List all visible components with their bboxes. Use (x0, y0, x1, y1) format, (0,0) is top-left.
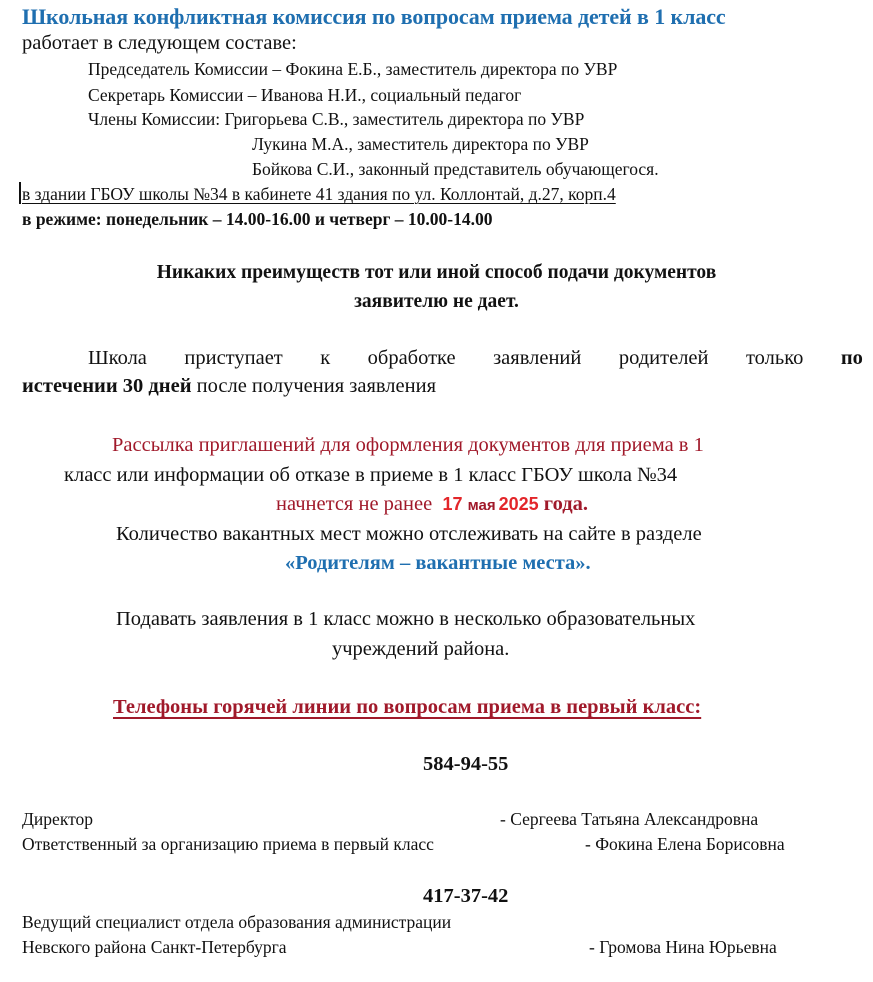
processing-word: Школа (88, 347, 147, 369)
commission-subtitle: работает в следующем составе: (22, 32, 297, 54)
contact-role-director: Директор (22, 809, 94, 829)
processing-word: только (745, 347, 804, 369)
mailing-start-prefix: начнется не ранее (276, 493, 438, 515)
processing-bold-end: по (840, 347, 863, 369)
contact-name-admission: - Фокина Елена Борисовна (585, 834, 785, 854)
mailing-date-month: мая (467, 497, 496, 514)
processing-word: заявлений (493, 347, 582, 369)
contact-role-specialist-line2: Невского района Санкт-Петербурга (22, 937, 287, 957)
contact-name-specialist: - Громова Нина Юрьевна (589, 937, 777, 957)
commission-member-1: Члены Комиссии: Григорьева С.В., заместитель директора по УВР (88, 109, 585, 129)
mailing-line1: Рассылка приглашений для оформления документов для приема в 1 (112, 434, 704, 456)
processing-word: родителей (618, 347, 709, 369)
hotline-heading: Телефоны горячей линии по вопросам приема в первый класс: (113, 696, 702, 718)
multiple-line2: учреждений района. (332, 638, 510, 660)
hotline-phone-1: 584-94-55 (423, 753, 509, 775)
commission-member-3: Бойкова С.И., законный представитель обучающегося. (252, 159, 659, 179)
processing-word: обработке (367, 347, 456, 369)
commission-schedule: в режиме: понедельник – 14.00-16.00 и четверг – 10.00-14.00 (22, 209, 493, 229)
contact-role-specialist-line1: Ведущий специалист отдела образования администрации (22, 912, 452, 932)
commission-member-chair: Председатель Комиссии – Фокина Е.Б., заместитель директора по УВР (88, 59, 618, 79)
vacancy-line: Количество вакантных мест можно отслеживать на сайте в разделе (116, 523, 702, 545)
text-cursor (19, 182, 21, 204)
hotline-phone-2: 417-37-42 (423, 885, 509, 907)
vacancy-link[interactable]: «Родителям – вакантные места». (285, 552, 591, 574)
processing-word: приступает (184, 347, 283, 369)
mailing-date-suffix: года. (543, 493, 588, 515)
mailing-line3 (276, 494, 588, 515)
mailing-date-day: 17 (442, 494, 463, 514)
commission-member-secretary: Секретарь Комиссии – Иванова Н.И., социальный педагог (88, 85, 522, 105)
contact-role-admission: Ответственный за организацию приема в первый класс (22, 834, 434, 854)
commission-location: в здании ГБОУ школы №34 в кабинете 41 здания по ул. Коллонтай, д.27, корп.4 (22, 184, 616, 204)
advantage-notice-line2: заявителю не дает. (354, 291, 519, 312)
processing-word: к (320, 347, 331, 369)
processing-line2 (22, 376, 436, 397)
multiple-line1: Подавать заявления в 1 класс можно в несколько образовательных (116, 608, 696, 630)
mailing-line2: класс или информации об отказе в приеме в 1 класс ГБОУ школа №34 (64, 464, 678, 486)
advantage-notice-line1: Никаких преимуществ тот или иной способ подачи документов (156, 262, 717, 283)
commission-title: Школьная конфликтная комиссия по вопросам приема детей в 1 класс (22, 4, 726, 29)
commission-member-2: Лукина М.А., заместитель директора по УВР (252, 134, 589, 154)
processing-rest: после получения заявления (191, 375, 436, 397)
mailing-date-year: 2025 (498, 494, 539, 514)
processing-line1 (88, 347, 863, 370)
contact-name-director: - Сергеева Татьяна Александровна (500, 809, 759, 829)
processing-bold-start: истечении 30 дней (22, 375, 192, 397)
